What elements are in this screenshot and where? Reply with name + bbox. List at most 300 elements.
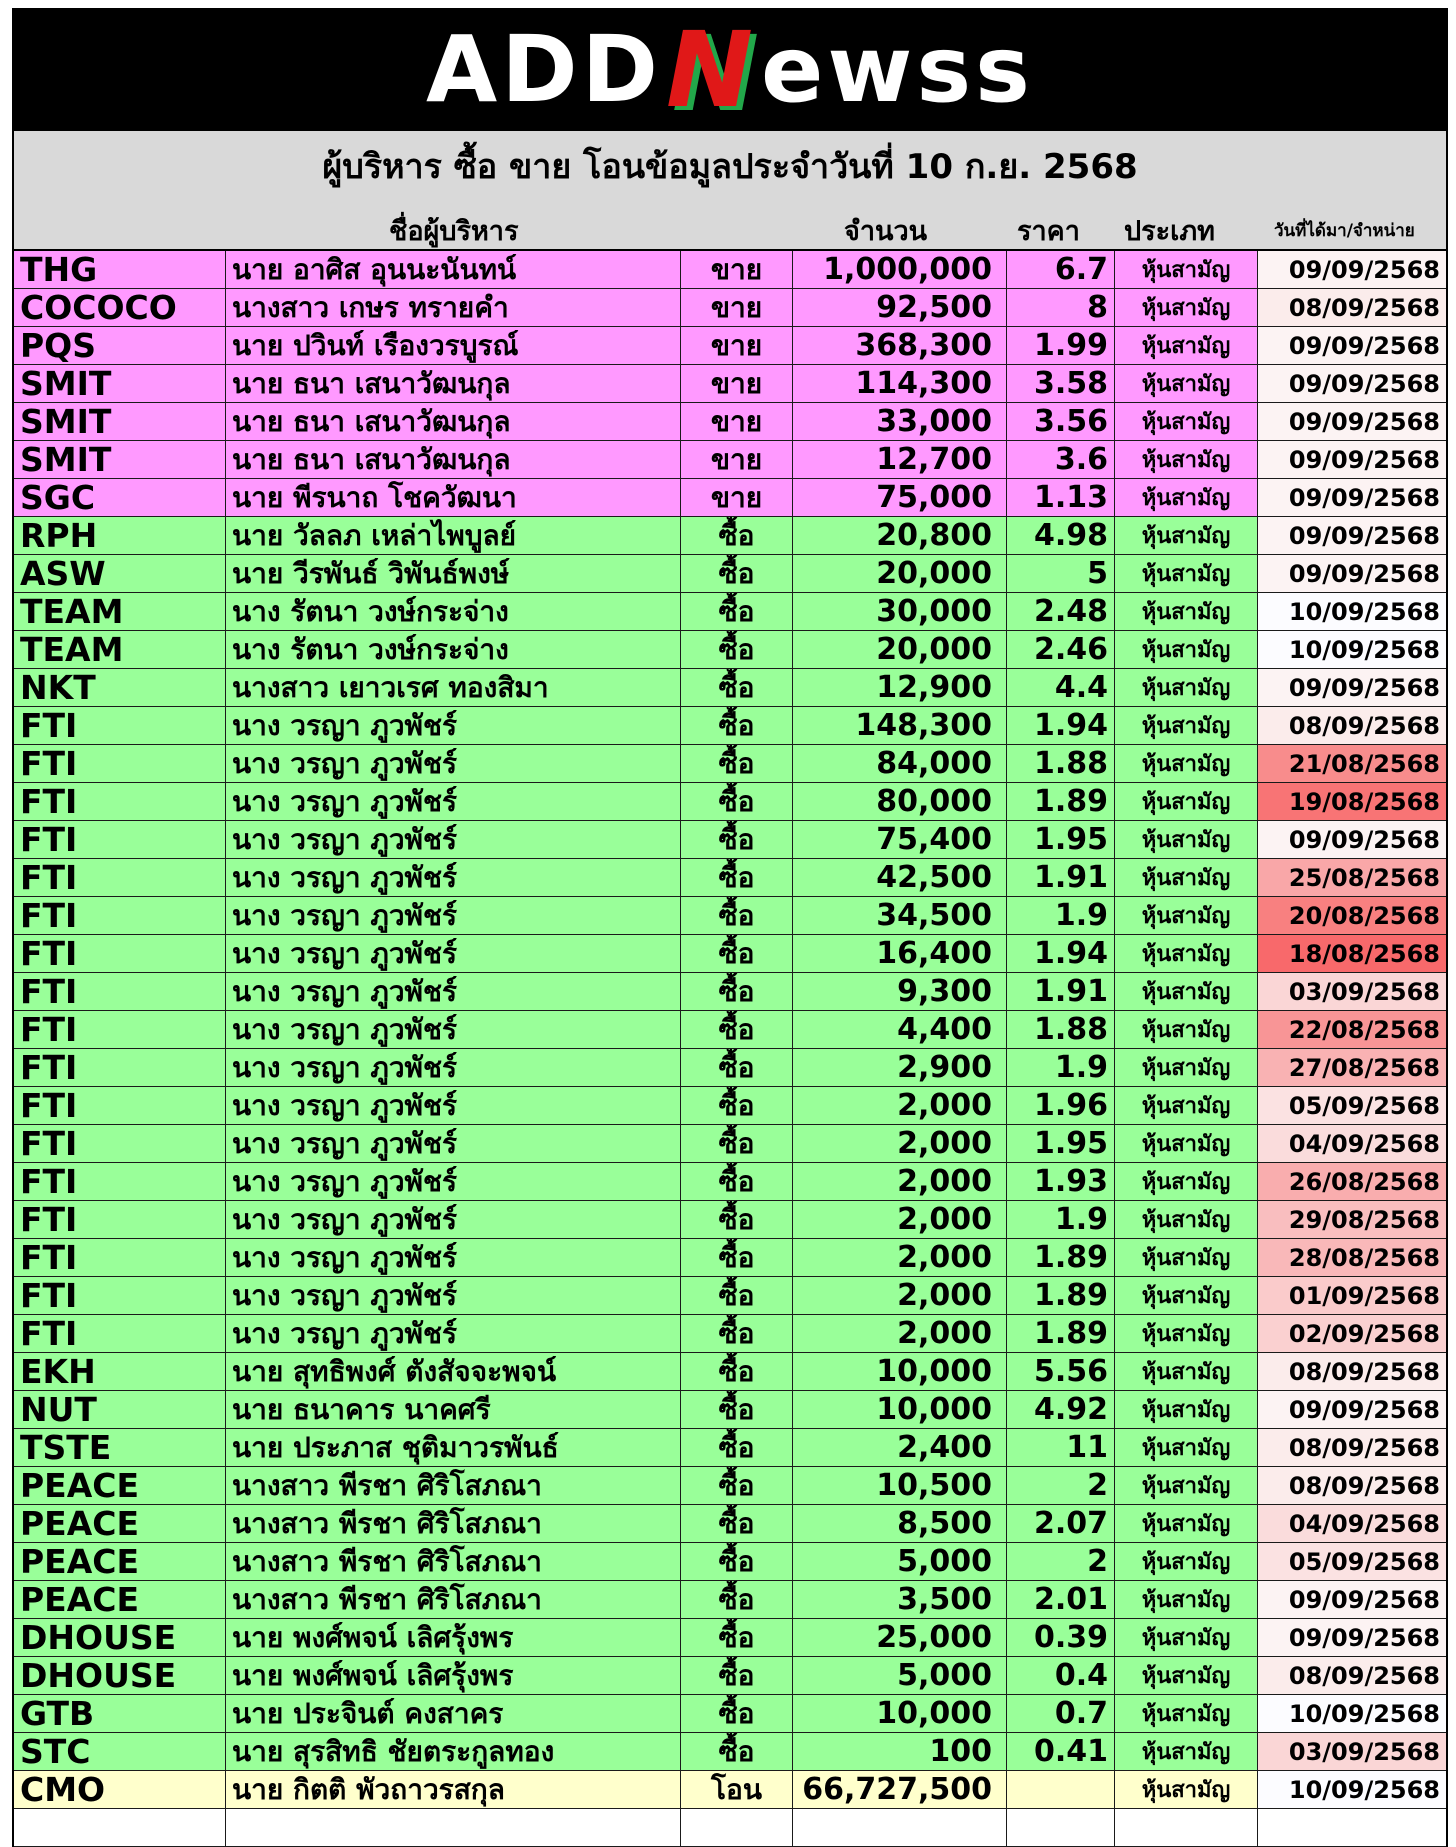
transaction-action-cell: ซื้อ [681,821,793,858]
security-type-cell: หุ้นสามัญ [1115,1543,1258,1580]
transaction-date-cell: 20/08/2568 [1258,897,1446,934]
table-row [14,1353,1446,1391]
transaction-date-cell: 01/09/2568 [1258,1277,1446,1314]
stock-symbol-cell: FTI [14,1239,226,1276]
stock-symbol-cell: TEAM [14,593,226,630]
table-row [14,973,1446,1011]
share-volume-cell: 2,000 [793,1163,1007,1200]
transaction-action-cell: ซื้อ [681,517,793,554]
share-price-cell: 3.58 [1007,365,1115,402]
transaction-date-cell: 02/09/2568 [1258,1315,1446,1352]
share-price-cell: 3.6 [1007,441,1115,478]
transaction-action-cell: ซื้อ [681,1201,793,1238]
transaction-action-cell: ซื้อ [681,1391,793,1428]
share-volume-cell: 148,300 [793,707,1007,744]
share-volume-cell: 66,727,500 [793,1771,1007,1808]
share-price-cell: 1.9 [1007,1049,1115,1086]
transaction-date-cell: 09/09/2568 [1258,555,1446,592]
share-price-cell: 1.95 [1007,821,1115,858]
share-volume-cell: 2,000 [793,1087,1007,1124]
brand-mark: N [665,8,758,131]
stock-symbol-cell: PEACE [14,1543,226,1580]
executive-name-cell: นาง วรญา ภูวพัชร์ [226,783,681,820]
share-price-cell: 4.4 [1007,669,1115,706]
table-row [14,1809,1446,1847]
stock-symbol-cell: FTI [14,935,226,972]
transaction-action-cell: โอน [681,1771,793,1808]
security-type-cell: หุ้นสามัญ [1115,1581,1258,1618]
transaction-date-cell: 10/09/2568 [1258,1771,1446,1808]
security-type-cell: หุ้นสามัญ [1115,1467,1258,1504]
security-type-cell: หุ้นสามัญ [1115,365,1258,402]
executive-name-cell: นาง วรญา ภูวพัชร์ [226,1087,681,1124]
security-type-cell: หุ้นสามัญ [1115,1011,1258,1048]
table-row [14,1315,1446,1353]
transaction-action-cell: ซื้อ [681,1429,793,1466]
stock-symbol-cell: DHOUSE [14,1657,226,1694]
share-price-cell: 8 [1007,289,1115,326]
transaction-action-cell: ซื้อ [681,1163,793,1200]
table-row [14,1467,1446,1505]
share-volume-cell: 100 [793,1733,1007,1770]
executive-name-cell: นาง วรญา ภูวพัชร์ [226,1201,681,1238]
table-row [14,517,1446,555]
transaction-action-cell: ซื้อ [681,973,793,1010]
stock-symbol-cell: THG [14,251,226,288]
transaction-date-cell: 09/09/2568 [1258,517,1446,554]
share-price-cell: 0.41 [1007,1733,1115,1770]
transaction-action-cell: ซื้อ [681,935,793,972]
transaction-action-cell: ซื้อ [681,593,793,630]
share-price-cell: 11 [1007,1429,1115,1466]
security-type-cell: หุ้นสามัญ [1115,517,1258,554]
transaction-action-cell: ซื้อ [681,1543,793,1580]
table-row [14,1771,1446,1809]
stock-symbol-cell: FTI [14,1277,226,1314]
transaction-date-cell: 18/08/2568 [1258,935,1446,972]
share-volume-cell: 33,000 [793,403,1007,440]
executive-name-cell: นาย สุทธิพงศ์ ตังสัจจะพจน์ [226,1353,681,1390]
share-price-cell: 2 [1007,1467,1115,1504]
transaction-date-cell: 10/09/2568 [1258,593,1446,630]
transaction-date-cell: 05/09/2568 [1258,1087,1446,1124]
share-price-cell: 1.91 [1007,973,1115,1010]
share-volume-cell: 42,500 [793,859,1007,896]
security-type-cell: หุ้นสามัญ [1115,1733,1258,1770]
share-volume-cell: 16,400 [793,935,1007,972]
brand-text-right: ewss [761,15,1034,123]
stock-symbol-cell: TEAM [14,631,226,668]
stock-symbol-cell: NKT [14,669,226,706]
share-price-cell: 0.4 [1007,1657,1115,1694]
transaction-action-cell: ซื้อ [681,1619,793,1656]
share-price-cell: 2.01 [1007,1581,1115,1618]
share-volume-cell: 2,000 [793,1315,1007,1352]
security-type-cell: หุ้นสามัญ [1115,1163,1258,1200]
stock-symbol-cell: FTI [14,859,226,896]
security-type-cell: หุ้นสามัญ [1115,1201,1258,1238]
transaction-date-cell: 03/09/2568 [1258,1733,1446,1770]
share-price-cell: 4.98 [1007,517,1115,554]
executive-name-cell: นาง วรญา ภูวพัชร์ [226,1125,681,1162]
transaction-date-cell: 09/09/2568 [1258,441,1446,478]
share-price-cell: 6.7 [1007,251,1115,288]
stock-symbol-cell: EKH [14,1353,226,1390]
stock-symbol-cell: FTI [14,1087,226,1124]
transaction-date-cell: 09/09/2568 [1258,821,1446,858]
stock-symbol-cell: STC [14,1733,226,1770]
security-type-cell: หุ้นสามัญ [1115,1315,1258,1352]
transaction-action-cell: ขาย [681,289,793,326]
transaction-date-cell [1258,1809,1446,1846]
transaction-date-cell: 19/08/2568 [1258,783,1446,820]
executive-name-cell: นาง วรญา ภูวพัชร์ [226,935,681,972]
transaction-date-cell: 09/09/2568 [1258,669,1446,706]
share-price-cell: 1.89 [1007,1315,1115,1352]
share-volume-cell: 368,300 [793,327,1007,364]
table-row [14,821,1446,859]
transaction-action-cell: ซื้อ [681,859,793,896]
executive-name-cell: นาง วรญา ภูวพัชร์ [226,745,681,782]
brand-logo [426,8,1034,131]
security-type-cell: หุ้นสามัญ [1115,555,1258,592]
transaction-action-cell: ซื้อ [681,1657,793,1694]
share-volume-cell: 84,000 [793,745,1007,782]
transaction-action-cell: ซื้อ [681,669,793,706]
security-type-cell: หุ้นสามัญ [1115,859,1258,896]
transaction-date-cell: 09/09/2568 [1258,1581,1446,1618]
share-price-cell: 1.94 [1007,707,1115,744]
share-volume-cell: 75,400 [793,821,1007,858]
table-row [14,745,1446,783]
security-type-cell: หุ้นสามัญ [1115,1049,1258,1086]
share-price-cell: 3.56 [1007,403,1115,440]
share-volume-cell: 30,000 [793,593,1007,630]
share-price-cell: 1.9 [1007,1201,1115,1238]
stock-symbol-cell: FTI [14,1163,226,1200]
share-price-cell: 1.96 [1007,1087,1115,1124]
transaction-action-cell: ขาย [681,403,793,440]
security-type-cell: หุ้นสามัญ [1115,783,1258,820]
table-row [14,1695,1446,1733]
share-volume-cell: 2,000 [793,1277,1007,1314]
transaction-date-cell: 08/09/2568 [1258,1353,1446,1390]
stock-symbol-cell: TSTE [14,1429,226,1466]
stock-symbol-cell: FTI [14,1125,226,1162]
transaction-date-cell: 28/08/2568 [1258,1239,1446,1276]
share-volume-cell: 20,000 [793,555,1007,592]
transaction-action-cell: ซื้อ [681,1011,793,1048]
transaction-action-cell: ซื้อ [681,745,793,782]
share-price-cell: 1.89 [1007,1239,1115,1276]
share-price-cell: 1.91 [1007,859,1115,896]
security-type-cell: หุ้นสามัญ [1115,1505,1258,1542]
executive-name-cell: นาย พีรนาถ โชควัฒนา [226,479,681,516]
share-price-cell: 1.9 [1007,897,1115,934]
security-type-cell: หุ้นสามัญ [1115,479,1258,516]
table-row [14,1543,1446,1581]
share-volume-cell: 92,500 [793,289,1007,326]
share-volume-cell: 10,000 [793,1353,1007,1390]
executive-name-cell: นางสาว พีรชา ศิริโสภณา [226,1543,681,1580]
transaction-action-cell: ซื้อ [681,1733,793,1770]
executive-name-cell: นาย อาศิส อุนนะนันทน์ [226,251,681,288]
security-type-cell: หุ้นสามัญ [1115,1125,1258,1162]
table-row [14,1125,1446,1163]
table-header [12,131,1448,251]
share-price-cell: 1.88 [1007,745,1115,782]
executive-name-cell: นาง วรญา ภูวพัชร์ [226,1239,681,1276]
share-price-cell [1007,1771,1115,1808]
stock-symbol-cell: SMIT [14,403,226,440]
executive-name-cell: นาง รัตนา วงษ์กระจ่าง [226,631,681,668]
transaction-date-cell: 04/09/2568 [1258,1505,1446,1542]
executive-name-cell: นาย พงศ์พจน์ เลิศรุ้งพร [226,1619,681,1656]
stock-symbol-cell: FTI [14,707,226,744]
table-row [14,1505,1446,1543]
transaction-action-cell: ซื้อ [681,1505,793,1542]
security-type-cell: หุ้นสามัญ [1115,1657,1258,1694]
share-volume-cell: 20,000 [793,631,1007,668]
executive-name-cell: นาง วรญา ภูวพัชร์ [226,973,681,1010]
security-type-cell: หุ้นสามัญ [1115,251,1258,288]
transaction-date-cell: 09/09/2568 [1258,251,1446,288]
column-header-type: ประเภท [1124,216,1215,247]
table-row [14,479,1446,517]
executive-name-cell: นาย กิตติ พัวถาวรสกุล [226,1771,681,1808]
table-row [14,555,1446,593]
table-row [14,1391,1446,1429]
transaction-action-cell: ซื้อ [681,783,793,820]
security-type-cell: หุ้นสามัญ [1115,1353,1258,1390]
security-type-cell: หุ้นสามัญ [1115,631,1258,668]
share-price-cell: 5.56 [1007,1353,1115,1390]
column-header-name: ชื่อผู้บริหาร [389,216,519,247]
table-row [14,707,1446,745]
page-title: ผู้บริหาร ซื้อ ขาย โอนข้อมูลประจำวันที่ 10 ก.ย. 2568 [322,147,1138,187]
share-price-cell: 0.7 [1007,1695,1115,1732]
table-row [14,1581,1446,1619]
transaction-action-cell: ซื้อ [681,1239,793,1276]
transaction-date-cell: 03/09/2568 [1258,973,1446,1010]
transaction-date-cell: 25/08/2568 [1258,859,1446,896]
executive-name-cell: นาย พงศ์พจน์ เลิศรุ้งพร [226,1657,681,1694]
share-volume-cell: 10,000 [793,1391,1007,1428]
table-row [14,631,1446,669]
executive-name-cell: นาย สุรสิทธิ ชัยตระกูลทอง [226,1733,681,1770]
transaction-date-cell: 08/09/2568 [1258,1467,1446,1504]
executive-name-cell: นาย ธนา เสนาวัฒนกุล [226,441,681,478]
executive-name-cell: นาง วรญา ภูวพัชร์ [226,1011,681,1048]
transaction-action-cell: ขาย [681,479,793,516]
column-header-date: วันที่ได้มา/จำหน่าย [1274,221,1415,241]
share-volume-cell: 80,000 [793,783,1007,820]
security-type-cell: หุ้นสามัญ [1115,327,1258,364]
executive-name-cell: นางสาว พีรชา ศิริโสภณา [226,1467,681,1504]
share-price-cell: 1.95 [1007,1125,1115,1162]
transaction-action-cell: ขาย [681,327,793,364]
transaction-date-cell: 08/09/2568 [1258,1429,1446,1466]
share-price-cell: 2.46 [1007,631,1115,668]
executive-name-cell: นางสาว พีรชา ศิริโสภณา [226,1505,681,1542]
table-row [14,1163,1446,1201]
table-row [14,365,1446,403]
stock-symbol-cell: CMO [14,1771,226,1808]
transaction-date-cell: 10/09/2568 [1258,631,1446,668]
transaction-date-cell: 09/09/2568 [1258,1619,1446,1656]
transaction-action-cell: ซื้อ [681,1125,793,1162]
stock-symbol-cell: FTI [14,897,226,934]
transaction-action-cell: ซื้อ [681,1353,793,1390]
executive-name-cell: นาย ธนาคาร นาคศรี [226,1391,681,1428]
share-volume-cell: 4,400 [793,1011,1007,1048]
stock-symbol-cell: FTI [14,1011,226,1048]
share-price-cell: 1.13 [1007,479,1115,516]
executive-name-cell: นาย วีรพันธ์ วิพันธ์พงษ์ [226,555,681,592]
share-volume-cell: 20,800 [793,517,1007,554]
transaction-action-cell: ขาย [681,251,793,288]
share-price-cell: 2.48 [1007,593,1115,630]
transaction-action-cell: ซื้อ [681,1277,793,1314]
executive-name-cell: นาย ธนา เสนาวัฒนกุล [226,365,681,402]
security-type-cell: หุ้นสามัญ [1115,669,1258,706]
table-row [14,897,1446,935]
transaction-date-cell: 29/08/2568 [1258,1201,1446,1238]
stock-symbol-cell: SMIT [14,365,226,402]
table-row [14,1277,1446,1315]
stock-symbol-cell: FTI [14,821,226,858]
security-type-cell [1115,1809,1258,1846]
share-price-cell: 1.89 [1007,1277,1115,1314]
transaction-action-cell: ซื้อ [681,1695,793,1732]
share-volume-cell: 12,900 [793,669,1007,706]
stock-symbol-cell: PEACE [14,1467,226,1504]
table-row [14,1201,1446,1239]
share-price-cell: 4.92 [1007,1391,1115,1428]
security-type-cell: หุ้นสามัญ [1115,1087,1258,1124]
transaction-date-cell: 08/09/2568 [1258,289,1446,326]
share-price-cell: 1.94 [1007,935,1115,972]
insider-trades-sheet [12,8,1448,1847]
security-type-cell: หุ้นสามัญ [1115,1391,1258,1428]
transaction-action-cell: ซื้อ [681,1049,793,1086]
column-header-volume: จำนวน [844,216,928,247]
share-volume-cell: 75,000 [793,479,1007,516]
share-price-cell: 5 [1007,555,1115,592]
share-volume-cell: 2,400 [793,1429,1007,1466]
executive-name-cell: นาง วรญา ภูวพัชร์ [226,1163,681,1200]
stock-symbol-cell [14,1809,226,1846]
security-type-cell: หุ้นสามัญ [1115,1619,1258,1656]
executive-name-cell [226,1809,681,1846]
security-type-cell: หุ้นสามัญ [1115,1239,1258,1276]
share-volume-cell: 2,900 [793,1049,1007,1086]
transaction-date-cell: 09/09/2568 [1258,327,1446,364]
table-row [14,783,1446,821]
security-type-cell: หุ้นสามัญ [1115,973,1258,1010]
share-price-cell: 2 [1007,1543,1115,1580]
transaction-date-cell: 10/09/2568 [1258,1695,1446,1732]
transaction-date-cell: 08/09/2568 [1258,1657,1446,1694]
transaction-action-cell: ขาย [681,365,793,402]
transaction-date-cell: 27/08/2568 [1258,1049,1446,1086]
stock-symbol-cell: ASW [14,555,226,592]
brand-text-left: ADD [426,15,662,123]
executive-name-cell: นาย ธนา เสนาวัฒนกุล [226,403,681,440]
security-type-cell: หุ้นสามัญ [1115,441,1258,478]
table-row [14,593,1446,631]
stock-symbol-cell: NUT [14,1391,226,1428]
table-row [14,859,1446,897]
executive-name-cell: นางสาว พีรชา ศิริโสภณา [226,1581,681,1618]
stock-symbol-cell: PEACE [14,1505,226,1542]
transactions-table [12,251,1448,1847]
stock-symbol-cell: FTI [14,1049,226,1086]
security-type-cell: หุ้นสามัญ [1115,1429,1258,1466]
executive-name-cell: นาง วรญา ภูวพัชร์ [226,707,681,744]
share-volume-cell: 8,500 [793,1505,1007,1542]
stock-symbol-cell: FTI [14,783,226,820]
brand-banner [12,8,1448,131]
transaction-date-cell: 08/09/2568 [1258,707,1446,744]
share-volume-cell [793,1809,1007,1846]
transaction-action-cell: ซื้อ [681,1467,793,1504]
transaction-action-cell: ซื้อ [681,1581,793,1618]
share-volume-cell: 3,500 [793,1581,1007,1618]
table-row [14,1011,1446,1049]
share-price-cell: 1.99 [1007,327,1115,364]
executive-name-cell: นาง วรญา ภูวพัชร์ [226,1315,681,1352]
executive-name-cell: นาง วรญา ภูวพัชร์ [226,1049,681,1086]
table-row [14,935,1446,973]
executive-name-cell: นางสาว เยาวเรศ ทองสิมา [226,669,681,706]
share-price-cell: 0.39 [1007,1619,1115,1656]
executive-name-cell: นาง วรญา ภูวพัชร์ [226,1277,681,1314]
transaction-action-cell: ซื้อ [681,555,793,592]
transaction-action-cell: ซื้อ [681,707,793,744]
share-price-cell: 1.89 [1007,783,1115,820]
share-price-cell: 1.88 [1007,1011,1115,1048]
transaction-action-cell [681,1809,793,1846]
executive-name-cell: นาง รัตนา วงษ์กระจ่าง [226,593,681,630]
stock-symbol-cell: FTI [14,1201,226,1238]
security-type-cell: หุ้นสามัญ [1115,707,1258,744]
security-type-cell: หุ้นสามัญ [1115,403,1258,440]
executive-name-cell: นาง วรญา ภูวพัชร์ [226,859,681,896]
stock-symbol-cell: FTI [14,745,226,782]
transaction-date-cell: 26/08/2568 [1258,1163,1446,1200]
security-type-cell: หุ้นสามัญ [1115,897,1258,934]
share-volume-cell: 34,500 [793,897,1007,934]
stock-symbol-cell: PEACE [14,1581,226,1618]
transaction-date-cell: 09/09/2568 [1258,403,1446,440]
table-row [14,251,1446,289]
stock-symbol-cell: RPH [14,517,226,554]
executive-name-cell: นาย ประจินต์ คงสาคร [226,1695,681,1732]
table-row [14,441,1446,479]
security-type-cell: หุ้นสามัญ [1115,1277,1258,1314]
transaction-action-cell: ซื้อ [681,1315,793,1352]
share-volume-cell: 25,000 [793,1619,1007,1656]
security-type-cell: หุ้นสามัญ [1115,593,1258,630]
executive-name-cell: นางสาว เกษร ทรายคำ [226,289,681,326]
share-volume-cell: 2,000 [793,1125,1007,1162]
share-price-cell [1007,1809,1115,1846]
stock-symbol-cell: FTI [14,973,226,1010]
share-volume-cell: 10,000 [793,1695,1007,1732]
security-type-cell: หุ้นสามัญ [1115,745,1258,782]
table-row [14,327,1446,365]
